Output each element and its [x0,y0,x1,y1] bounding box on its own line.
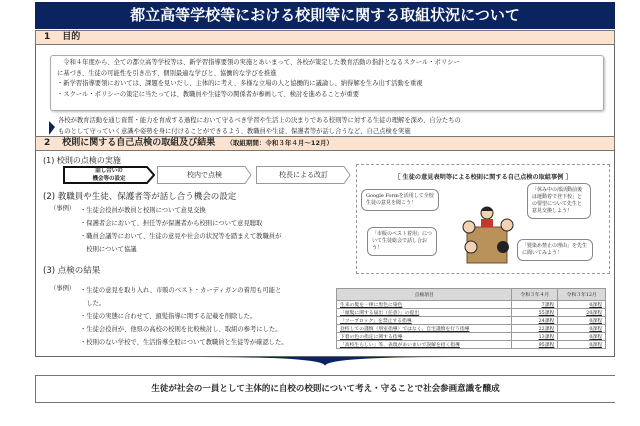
count-cell: 13課程 [512,333,558,341]
count-cell: 95課程 [512,341,558,349]
count-cell: 0課程 [558,333,606,341]
down-arrow-icon [200,357,450,366]
period-label: （取組期間：令和３年４月～12月） [226,139,333,147]
section-number: 2 [44,138,51,148]
section-heading: 目的 [62,32,81,42]
table-row [337,325,606,333]
item-cell: 下着の色の指定に関する指導 [337,333,512,341]
section-number: 1 [44,32,51,42]
table-header-row [337,289,606,301]
count-cell: 24課程 [512,317,558,325]
table-row [337,301,606,309]
item-cell: 「頭髪に関する届出（任意）」の提出 [337,309,512,317]
flow-step-1 [63,166,155,184]
example-item: ・生徒の意見を取り入れ、市販のベスト・カーディガンの着用も可能と [80,287,282,294]
example-item: 校則について協議 [80,246,137,253]
example-item: した。 [80,300,106,307]
table-row [337,333,606,341]
purpose-box [50,55,604,111]
section1-header [35,30,615,45]
flow-step-label: 校長による改訂 [279,171,328,179]
speech-bubble: 「髪染め禁止の理由」を先生に聞いてみよう！ [517,239,593,261]
count-cell: 55課程 [512,309,558,317]
purpose-line: ・スクール・ポリシーの策定に当たっては、教職員や生徒等の関係者が参画して、検討を進めることが重要 [57,90,359,98]
item-cell: 登校しての謹慎（別室指導）ではなく、自宅謹慎を行う指導 [337,325,512,333]
column-header: 令和３年４月 [512,289,558,301]
item-cell: 「高校生らしい」等、表現があいまいで誤解を招く指導 [337,341,512,349]
item-cell: 生来の髪を一律に黒色に染色 [337,301,512,309]
examples-3 [80,284,288,349]
speech-bubble: 「市販のベスト着用」について生徒総会で話し合おう！ [367,227,437,256]
flow-step-2 [157,166,252,184]
example-item: ・保護者会において、担任等が保護者から校則について意見聴取 [80,220,263,227]
count-cell: 20課程 [558,309,606,317]
count-cell: 0課程 [558,341,606,349]
section-heading: 校則に関する自己点検の取組及び結果 [62,138,216,148]
table-row [337,309,606,317]
section2-header [35,136,615,151]
subheading-2: (2) 教職員や生徒、保護者等が話し合う機会の設定 [43,192,237,202]
example-item: ・校則のない学校で、生活指導全般について教職員と生徒等が確認した。 [80,339,288,346]
item-cell: 「ツーブロック」を禁止する指導 [337,317,512,325]
summary-line: ものとして守っていく意識や姿勢を身に付けることができるよう、教職員や生徒、保護者等が話し合うなど、自己点検を実施 [58,127,411,135]
summary-line: 各校が教育活動を通じ資質・能力を育成する過程において守るべき学習や生活上の決まりである校則等に対する生徒の理解を深め、自分たちの [58,117,461,124]
table-row [337,341,606,349]
triangle-arrow-icon [49,121,55,135]
examples-2 [80,204,281,256]
results-table [336,288,606,349]
purpose-line: に基づき、生徒の可能性を引き出す、個別最適な学びと、協働的な学びを推進 [57,69,277,77]
speech-bubble: 「休み中の部活動前後は運動着で登下校」との要望について先生と意見交換しよう！ [527,183,591,219]
count-cell: 0課程 [558,317,606,325]
example-label: （事例） [50,205,76,212]
column-header: 点検項目 [337,289,512,301]
count-cell: 22課程 [512,325,558,333]
purpose-line: 令和４年度から、全ての都立高等学校等は、新学習指導要領の実施とあいまって、各校が策定した教育活動の指針となるスクール・ポリシー [57,59,460,66]
flow-step-3 [256,166,351,184]
example-item: ・生徒会役員が教員と校則について意見交換 [80,207,206,214]
conclusion-box: 生徒が社会の一員として主体的に自校の校則について考え・守ることで社会参画意識を醸成 [35,375,615,403]
students-discussion-illustration [455,203,519,265]
example-item: ・生徒会役員が、他県の高校の校則を比較検討し、取組の参考にした。 [80,326,282,333]
count-cell: 0課程 [558,325,606,333]
count-cell: 0課程 [558,301,606,309]
example-label: （事例） [50,285,76,292]
purpose-line: ・新学習指導要領においては、課題を見いだし、主体的に考え、多様な立場の人と協働的に議論し、納得解を生み出す活動を重視 [57,80,423,87]
count-cell: 7課程 [512,301,558,309]
subheading-1: (1) 校則の点検の実施 [43,156,121,165]
flow-step-label: 話し合いの 機会等の設定 [92,168,126,182]
example-item: ・生徒の実態に合わせて、頭髪指導に関する記載を削除した。 [80,313,257,320]
subheading-3: (3) 点検の結果 [43,266,101,276]
column-header: 令和３年12月 [558,289,606,301]
case-study-box [356,164,610,274]
case-study-title: ［ 生徒の意見表明等による校則に関する自己点検の取組事例 ］ [394,174,572,181]
speech-bubble: Google Formを活用して全校生徒の意見を聞こう！ [361,189,439,211]
example-item: ・職員会議等において、生徒の意見や社会の状況等を踏まえて教職員が [80,233,282,240]
purpose-summary [58,116,608,137]
table-row [337,317,606,325]
flow-step-label: 校内で点検 [187,171,222,179]
page-title: 都立高等学校等における校則等に関する取組状況について [35,2,615,29]
